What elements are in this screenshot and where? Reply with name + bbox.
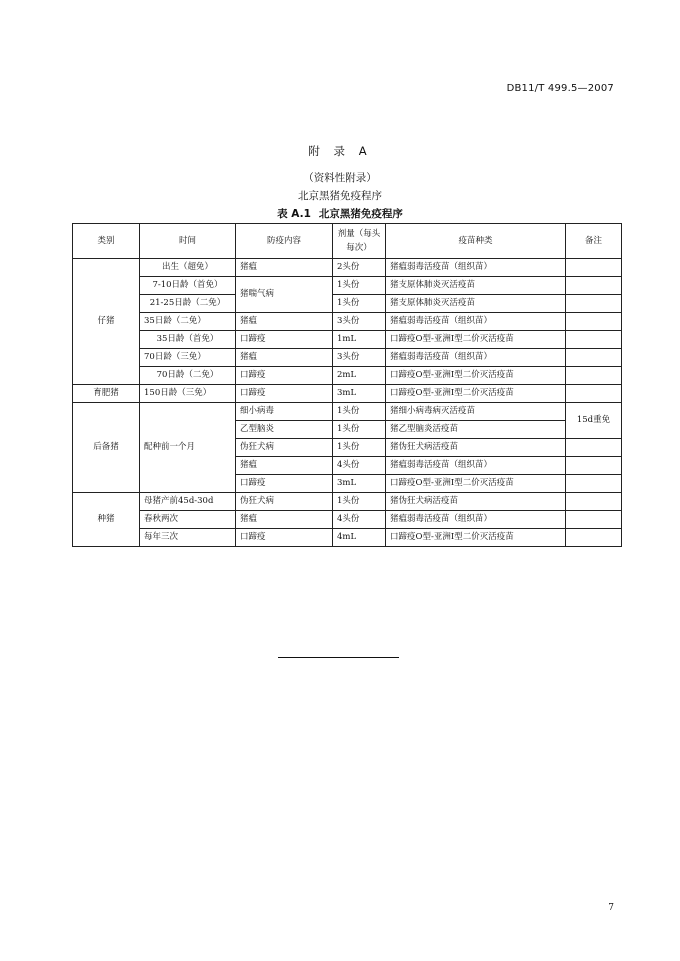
immunization-table <box>72 223 622 547</box>
cell-note <box>566 295 622 313</box>
cell-dose: 3头份 <box>333 313 386 331</box>
cell-vaccine: 猪瘟弱毒活疫苗（组织苗） <box>386 511 566 529</box>
cell-note <box>566 457 622 475</box>
appendix-name: 北京黑猪免疫程序 <box>298 190 382 202</box>
table-row <box>73 385 622 403</box>
table-row <box>73 367 622 385</box>
cell-vaccine: 猪瘟弱毒活疫苗（组织苗） <box>386 259 566 277</box>
cell-dose: 3mL <box>333 475 386 493</box>
cell-disease: 口蹄疫 <box>236 367 333 385</box>
cell-vaccine: 猪支原体肺炎灭活疫苗 <box>386 295 566 313</box>
cell-vaccine: 口蹄疫O型-亚洲Ⅰ型二价灭活疫苗 <box>386 529 566 547</box>
cell-vaccine: 口蹄疫O型-亚洲Ⅰ型二价灭活疫苗 <box>386 385 566 403</box>
cell-disease: 猪瘟 <box>236 313 333 331</box>
header-disease: 防疫内容 <box>236 224 333 259</box>
table-row <box>73 313 622 331</box>
cell-time: 母猪产前45d-30d <box>140 493 236 511</box>
group-piglet: 仔猪 <box>73 259 140 385</box>
cell-note <box>566 349 622 367</box>
cell-dose: 1头份 <box>333 493 386 511</box>
cell-note <box>566 331 622 349</box>
standard-code: DB11/T 499.5—2007 <box>506 83 614 94</box>
cell-disease: 猪喘气病 <box>236 277 333 313</box>
cell-vaccine: 猪瘟弱毒活疫苗（组织苗） <box>386 313 566 331</box>
appendix-type: （资料性附录） <box>303 172 377 184</box>
table-row <box>73 493 622 511</box>
end-rule <box>278 657 399 658</box>
cell-vaccine: 口蹄疫O型-亚洲Ⅰ型二价灭活疫苗 <box>386 331 566 349</box>
group-fattening: 育肥猪 <box>73 385 140 403</box>
header-note: 备注 <box>566 224 622 259</box>
cell-dose: 4mL <box>333 529 386 547</box>
cell-dose: 1mL <box>333 331 386 349</box>
cell-disease: 口蹄疫 <box>236 529 333 547</box>
cell-dose: 1头份 <box>333 277 386 295</box>
table-caption <box>0 206 680 221</box>
cell-note <box>566 313 622 331</box>
cell-note <box>566 367 622 385</box>
table-caption-number: 表 A.1 <box>277 208 311 220</box>
table-header-row <box>73 224 622 259</box>
cell-disease: 猪瘟 <box>236 457 333 475</box>
cell-note <box>566 277 622 295</box>
cell-dose: 2mL <box>333 367 386 385</box>
cell-vaccine: 口蹄疫O型-亚洲Ⅰ型二价灭活疫苗 <box>386 475 566 493</box>
header-category: 类别 <box>73 224 140 259</box>
table-caption-title: 北京黑猪免疫程序 <box>318 208 403 220</box>
cell-time: 配种前一个月 <box>140 403 236 493</box>
cell-vaccine: 猪伪狂犬病活疫苗 <box>386 439 566 457</box>
cell-time: 70日龄（二免） <box>140 367 236 385</box>
cell-vaccine: 猪细小病毒病灭活疫苗 <box>386 403 566 421</box>
cell-disease: 口蹄疫 <box>236 475 333 493</box>
cell-disease: 细小病毒 <box>236 403 333 421</box>
cell-dose: 3mL <box>333 385 386 403</box>
cell-vaccine: 口蹄疫O型-亚洲Ⅰ型二价灭活疫苗 <box>386 367 566 385</box>
cell-vaccine: 猪乙型脑炎活疫苗 <box>386 421 566 439</box>
table-row <box>73 331 622 349</box>
cell-note: 15d重免 <box>566 403 622 439</box>
cell-note <box>566 475 622 493</box>
cell-disease: 伪狂犬病 <box>236 439 333 457</box>
cell-dose: 4头份 <box>333 511 386 529</box>
cell-dose: 1头份 <box>333 439 386 457</box>
cell-note <box>566 493 622 511</box>
cell-note <box>566 439 622 457</box>
cell-time: 35日龄（二免） <box>140 313 236 331</box>
header-time: 时间 <box>140 224 236 259</box>
cell-time: 150日龄（三免） <box>140 385 236 403</box>
cell-dose: 2头份 <box>333 259 386 277</box>
page-number: 7 <box>608 903 614 913</box>
cell-note <box>566 529 622 547</box>
cell-dose: 1头份 <box>333 403 386 421</box>
cell-disease: 乙型脑炎 <box>236 421 333 439</box>
cell-vaccine: 猪支原体肺炎灭活疫苗 <box>386 277 566 295</box>
cell-vaccine: 猪伪狂犬病活疫苗 <box>386 493 566 511</box>
cell-note <box>566 385 622 403</box>
header-vaccine: 疫苗种类 <box>386 224 566 259</box>
table-row <box>73 277 622 295</box>
group-breeding: 种猪 <box>73 493 140 547</box>
cell-time: 出生（超免） <box>140 259 236 277</box>
cell-disease: 伪狂犬病 <box>236 493 333 511</box>
table-row <box>73 511 622 529</box>
cell-dose: 1头份 <box>333 295 386 313</box>
table-row <box>73 259 622 277</box>
cell-time: 35日龄（首免） <box>140 331 236 349</box>
cell-time: 21-25日龄（二免） <box>140 295 236 313</box>
cell-time: 7-10日龄（首免） <box>140 277 236 295</box>
cell-vaccine: 猪瘟弱毒活疫苗（组织苗） <box>386 349 566 367</box>
table-row <box>73 529 622 547</box>
cell-dose: 3头份 <box>333 349 386 367</box>
table-row <box>73 295 622 313</box>
table-row <box>73 403 622 421</box>
cell-note <box>566 259 622 277</box>
cell-time: 春秋两次 <box>140 511 236 529</box>
appendix-title: 附 录 A <box>308 144 372 158</box>
table-row <box>73 349 622 367</box>
cell-dose: 4头份 <box>333 457 386 475</box>
cell-disease: 口蹄疫 <box>236 331 333 349</box>
cell-time: 70日龄（三免） <box>140 349 236 367</box>
header-dose: 剂量（每头每次） <box>333 224 386 259</box>
cell-disease: 猪瘟 <box>236 259 333 277</box>
cell-note <box>566 511 622 529</box>
cell-vaccine: 猪瘟弱毒活疫苗（组织苗） <box>386 457 566 475</box>
cell-time: 每年三次 <box>140 529 236 547</box>
cell-disease: 猪瘟 <box>236 349 333 367</box>
group-reserve: 后备猪 <box>73 403 140 493</box>
cell-disease: 口蹄疫 <box>236 385 333 403</box>
cell-disease: 猪瘟 <box>236 511 333 529</box>
cell-dose: 1头份 <box>333 421 386 439</box>
